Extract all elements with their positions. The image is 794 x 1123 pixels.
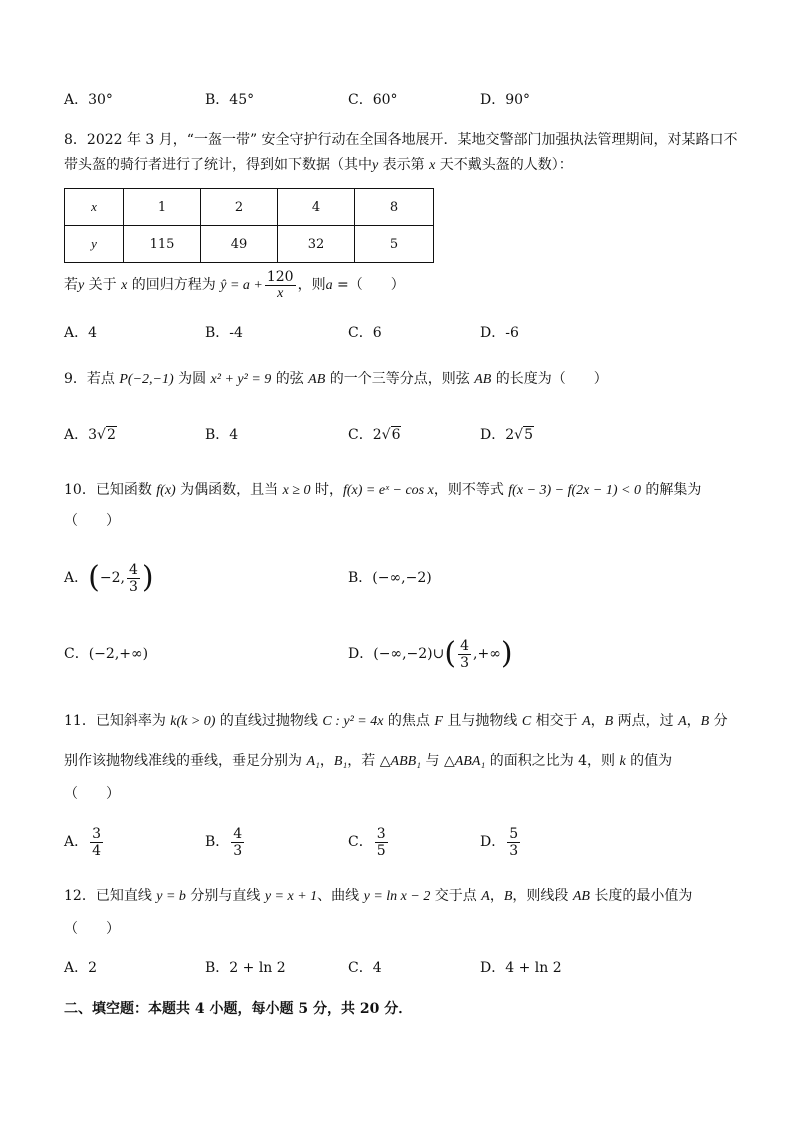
q11-stem-line1: 11．已知斜率为 k(k > 0) 的直线过抛物线 C : y² = 4x 的焦点 F 且与抛物线 C 相交于 A，B 两点，过 A，B 分 [64, 713, 728, 729]
q9-stem: 9．若点 P(−2,−1) 为圆 x² + y² = 9 的弦 AB 的一个三等分点，则弦 AB 的长度为（ ） [64, 371, 608, 387]
q11-option-d: D． $\frac{5}{3}$ [480, 825, 519, 859]
section-heading-fill-in: 二、填空题：本题共 4 小题，每小题 5 分，共 20 分． [64, 1001, 413, 1017]
table-cell: y [65, 226, 124, 263]
q11-option-c: C． $\frac{3}{5}$ [348, 825, 386, 859]
q10-option-c: C．(−2,+∞) [64, 646, 149, 662]
q11-option-a: A． $\frac{3}{4}$ [64, 825, 102, 859]
q9-option-a: A．3√2 [64, 427, 116, 443]
q7-option-d: D．90° [480, 92, 531, 108]
q8-data-table [64, 188, 434, 263]
q10-stem-line2: （ ） [64, 513, 120, 529]
table-cell: x [65, 189, 124, 226]
q8-option-d: D．-6 [480, 325, 519, 341]
q12-option-b: B．2 + ln 2 [205, 960, 286, 976]
table-cell: 8 [355, 189, 434, 226]
table-cell: 5 [355, 226, 434, 263]
q8-fraction: $\frac{120}{x}$ [266, 268, 294, 301]
q10-option-b: B．(−∞,−2) [348, 570, 432, 586]
table-cell: 115 [124, 226, 201, 263]
q10-option-d: D．(−∞,−2)∪( $\frac{4}{3}$ ,+∞) [348, 636, 513, 671]
q9-option-d: D．2√5 [480, 427, 533, 443]
table-cell: 32 [278, 226, 355, 263]
q10-stem: 10．已知函数 f(x) 为偶函数，且当 x ≥ 0 时，f(x) = eˣ − cos x，则不等式 f(x − 3) − f(2x − 1) < 0 的解集为 [64, 482, 702, 498]
q7-option-a: A．30° [64, 92, 113, 108]
q8-stem-line1: 8．2022 年 3 月，“一盔一带” 安全守护行动在全国各地展开．某地交警部门加强执法管理期间，对某路口不 [64, 132, 738, 148]
q10-option-a: A．(−2, $\frac{4}{3}$ ) [64, 560, 154, 595]
q8-option-b: B．-4 [205, 325, 243, 341]
q12-option-d: D．4 + ln 2 [480, 960, 562, 976]
table-cell: 1 [124, 189, 201, 226]
table-cell: 2 [201, 189, 278, 226]
q11-stem-line3: （ ） [64, 786, 120, 802]
table-cell: 4 [278, 189, 355, 226]
q9-option-b: B．4 [205, 427, 239, 443]
table-row-y [65, 226, 434, 263]
table-cell: 49 [201, 226, 278, 263]
q7-option-b: B．45° [205, 92, 255, 108]
q9-option-c: C．2√6 [348, 427, 401, 443]
q12-stem-line2: （ ） [64, 921, 120, 937]
q12-option-c: C．4 [348, 960, 382, 976]
table-row-x [65, 189, 434, 226]
q12-stem: 12．已知直线 y = b 分别与直线 y = x + 1、曲线 y = ln x − 2 交于点 A，B，则线段 AB 长度的最小值为 [64, 888, 693, 904]
q12-option-a: A．2 [64, 960, 98, 976]
q8-option-c: C．6 [348, 325, 382, 341]
q11-option-b: B． $\frac{4}{3}$ [205, 825, 243, 859]
q11-stem-line2: 别作该抛物线准线的垂线，垂足分别为 A₁，B₁，若 △ABB₁ 与 △ABA₁ 的面积之比为 4，则 k 的值为 [64, 753, 673, 769]
q8-option-a: A．4 [64, 325, 98, 341]
q7-option-c: C．60° [348, 92, 398, 108]
q8-stem-line2: 带头盔的骑行者进行了统计，得到如下数据（其中y 表示第 x 天不戴头盔的人数）： [64, 157, 573, 173]
q8-question: 若y 关于 x 的回归方程为 ŷ = a + $\frac{120}{x}$ ，则a =（ ） [64, 268, 405, 301]
